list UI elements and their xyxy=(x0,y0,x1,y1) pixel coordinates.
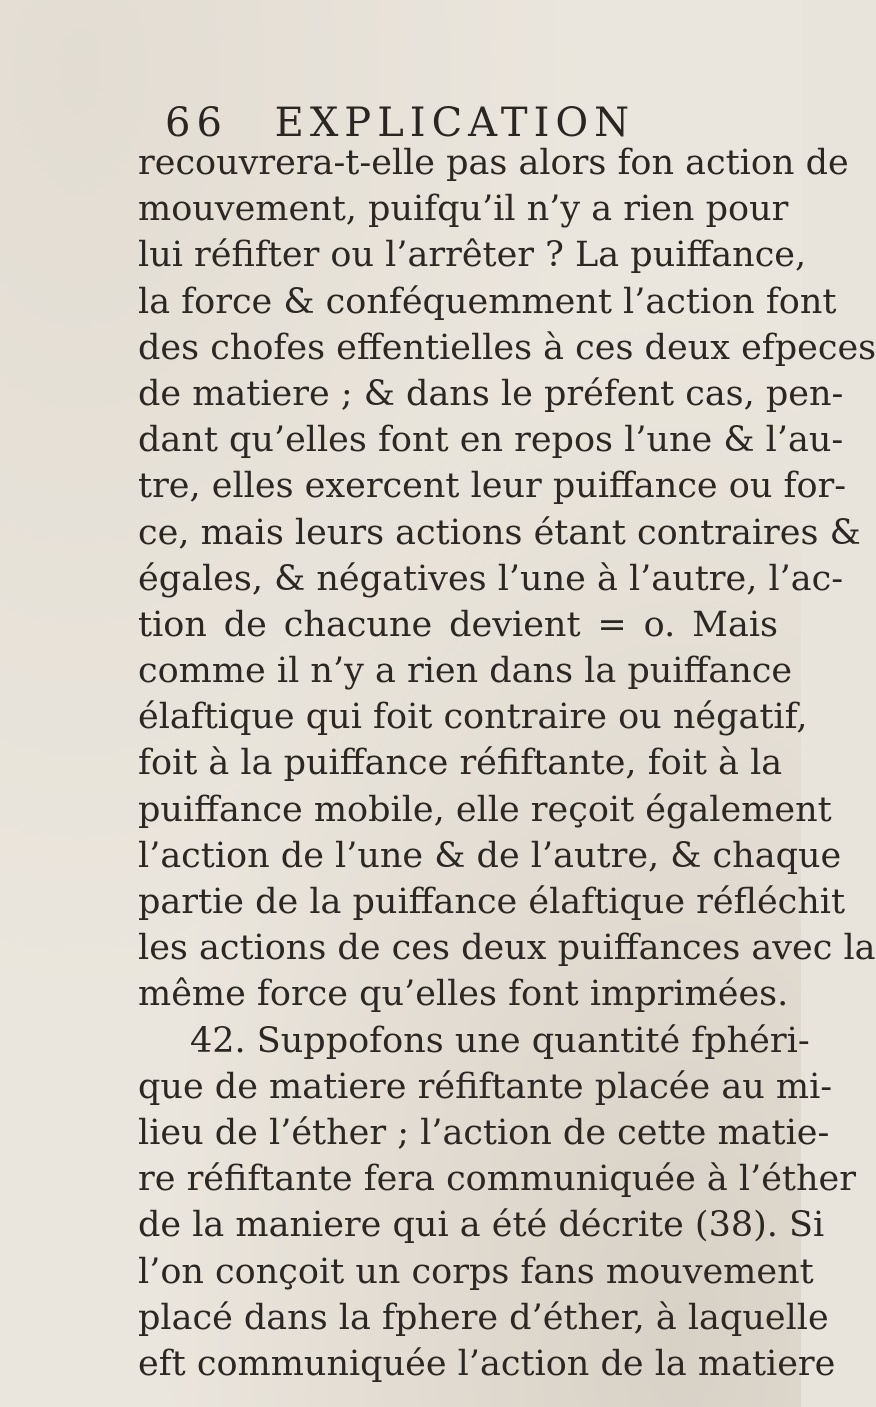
text-line: de matiere ; & dans le préfent cas, pen- xyxy=(138,373,844,414)
text-line: élaftique qui foit contraire ou négatif, xyxy=(138,697,808,738)
text-line: de la maniere qui a été décrite (38). Si xyxy=(138,1205,825,1246)
text-line: la force & conféquemment l’action font xyxy=(138,281,837,322)
text-line: égales, & négatives l’une à l’autre, l’ac- xyxy=(138,558,844,599)
text-line: foit à la puiffance réfiftante, foit à la xyxy=(138,743,783,784)
text-line: lieu de l’éther ; l’action de cette matie- xyxy=(138,1112,830,1153)
text-line: des chofes effentielles à ces deux efpeces xyxy=(138,327,876,368)
text-line: l’action de l’une & de l’autre, & chaque xyxy=(138,835,842,876)
text-line: mouvement, puifqu’il n’y a rien pour xyxy=(138,189,789,230)
text-line: recouvrera-t-elle pas alors fon action de xyxy=(138,143,849,183)
text-line: re réfiftante fera communiquée à l’éther xyxy=(138,1159,856,1200)
text-line: placé dans la fphere d’éther, à laquelle xyxy=(138,1297,829,1338)
text-line: que de matiere réfiftante placée au mi- xyxy=(138,1066,833,1107)
text-line: eft communiquée l’action de la matiere xyxy=(138,1343,836,1384)
running-title: EXPLICATION xyxy=(274,100,636,146)
page-number: 66 xyxy=(165,100,228,146)
text-line: lui réfifter ou l’arrêter ? La puiffance, xyxy=(138,235,807,276)
text-line: dant qu’elles font en repos l’une & l’au- xyxy=(138,420,844,461)
text-line: puiffance mobile, elle reçoit également xyxy=(138,789,832,830)
text-line: partie de la puiffance élaftique réfléchit xyxy=(138,882,846,922)
text-line: ce, mais leurs actions étant contraires & xyxy=(138,512,861,553)
paragraph-start-line: 42. Suppofons une quantité fphéri- xyxy=(190,1020,810,1061)
text-line: comme il n’y a rien dans la puiffance xyxy=(138,651,793,692)
text-line: les actions de ces deux puiffances avec la xyxy=(138,928,876,969)
text-line: tion de chacune devient = o. Mais xyxy=(138,604,778,645)
body-text xyxy=(138,140,876,1387)
text-line: l’on conçoit un corps fans mouvement xyxy=(138,1251,814,1292)
text-line: tre, elles exercent leur puiffance ou for- xyxy=(138,466,847,507)
paragraph-end-line: même force qu’elles font imprimées. xyxy=(138,974,789,1015)
